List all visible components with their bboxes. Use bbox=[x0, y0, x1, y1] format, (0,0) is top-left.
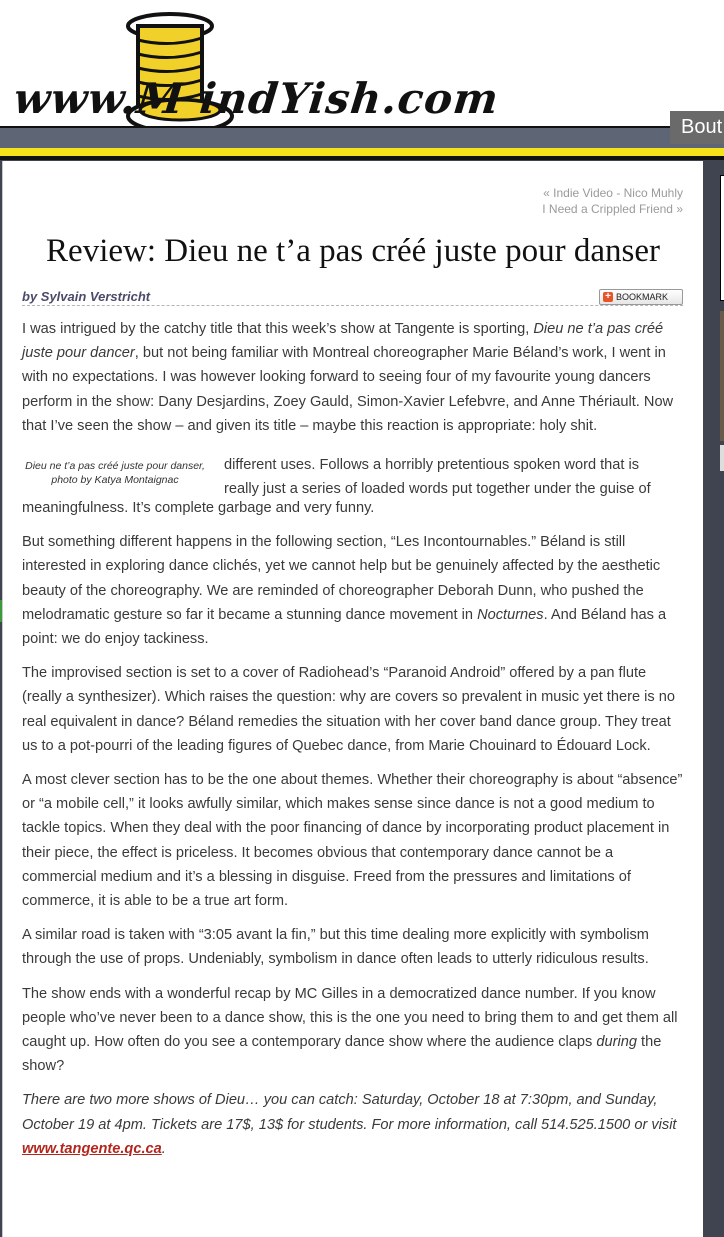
paragraph: I was intrigued by the catchy title that this week’s show at Tangente is sporting, Dieu ne t’a pas créé juste pour dancer, but not being familiar with Montreal choreographer Marie Béland’s work, I went in with no expectations. I was however looking forward to seeing four of my favourite young dancers perform in the show: Dany Desjardins, Zoey Gauld, Simon-Xavier Lefebvre, and Anne Thériault. Now that I’ve seen the show – and given its title – maybe this reaction is appropriate: holy shit. bbox=[22, 321, 674, 434]
main-content bbox=[2, 161, 703, 1237]
site-logo-text[interactable]: www.M indYish.com bbox=[11, 74, 502, 123]
paragraph: The improvised section is set to a cover of Radiohead’s “Paranoid Android” offered by a pan flute (really a synthesizer). Which raises the question: why are covers so prevalent in music yet there is no real equivalent in dance? Béland remedies the situation with her cover band dance group. They treat us to a pot-pourri of the leading figures of Quebec dance, from Marie Chouinard to Édouard Lock. bbox=[22, 665, 675, 754]
photo-caption: Dieu ne t’a pas créé juste pour danser, photo by Katya Montaignac bbox=[25, 460, 205, 486]
prev-post-link[interactable]: « Indie Video - Nico Muhly bbox=[543, 186, 683, 200]
bookmark-label: BOOKMARK bbox=[616, 292, 669, 302]
sidebar-widget[interactable] bbox=[720, 445, 724, 471]
sidebar-image[interactable] bbox=[720, 311, 724, 441]
paragraph: There are two more shows of Dieu… you can catch: Saturday, October 18 at 7:30pm, and Sunday, October 19 at 4pm. Tickets are 17$, 13$ for students. For more information, call 514.525.1500 or visit www.tangente.qc.ca. bbox=[22, 1092, 677, 1157]
paragraph: The show ends with a wonderful recap by MC Gilles in a democratized dance number. If you know people who’ve never been to a dance show, this is the one you need to bring them to and get them all caught up. How often do you see a contemporary dance show where the audience claps during the show? bbox=[22, 985, 678, 1075]
paragraph: A most clever section has to be the one about themes. Whether their choreography is about “absence” or “a mobile cell,” it looks awfully similar, which makes sense since dance is not a good medium to tackle topics. When they deal with the poor financing of dance by incorporating product placement in their piece, the effect is priceless. It becomes obvious that contemporary dance cannot be a commercial medium and it’s a blessing in disguise. Freed from the pressures and limitations of commerce, it is able to be a true art form. bbox=[22, 772, 683, 910]
post-navigation bbox=[542, 185, 683, 217]
plus-icon: + bbox=[603, 292, 613, 302]
post-author[interactable]: by Sylvain Verstricht bbox=[22, 289, 151, 304]
nav-tab-about[interactable]: Bout bbox=[670, 111, 724, 144]
post-body bbox=[22, 317, 686, 1171]
paragraph-continued: different uses. Follows a horribly pretentious spoken word that is really just a series of loaded words put together under the guise of bbox=[224, 457, 651, 498]
site-header bbox=[0, 0, 724, 160]
bookmark-button[interactable] bbox=[599, 289, 683, 305]
sidebar bbox=[706, 161, 724, 1237]
paragraph: meaningfulness. It’s complete garbage and very funny. bbox=[22, 500, 375, 517]
tangente-link[interactable]: www.tangente.qc.ca bbox=[22, 1140, 162, 1157]
paragraph: But something different happens in the following section, “Les Incontournables.” Béland is still interested in exploring dance clichés, yet we cannot help but be genuinely affected by the aesthetic beauty of the choreography. We are reminded of choreographer Deborah Dunn, who pushed the melodramatic gesture so far it became a stunning dance movement in Nocturnes. And Béland has a point: we do enjoy tackiness. bbox=[22, 534, 667, 648]
next-post-link[interactable]: I Need a Crippled Friend » bbox=[542, 202, 683, 216]
paragraph: A similar road is taken with “3:05 avant la fin,” but this time dealing more explicitly with symbolism through the use of props. Undeniably, symbolism in dance often leads to utterly ridiculous results. bbox=[22, 927, 649, 968]
divider bbox=[22, 305, 683, 306]
sidebar-widget[interactable] bbox=[720, 175, 724, 301]
header-stripe bbox=[0, 148, 724, 156]
post-title: Review: Dieu ne t’a pas créé juste pour danser bbox=[46, 233, 660, 269]
nav-bar bbox=[0, 126, 724, 148]
